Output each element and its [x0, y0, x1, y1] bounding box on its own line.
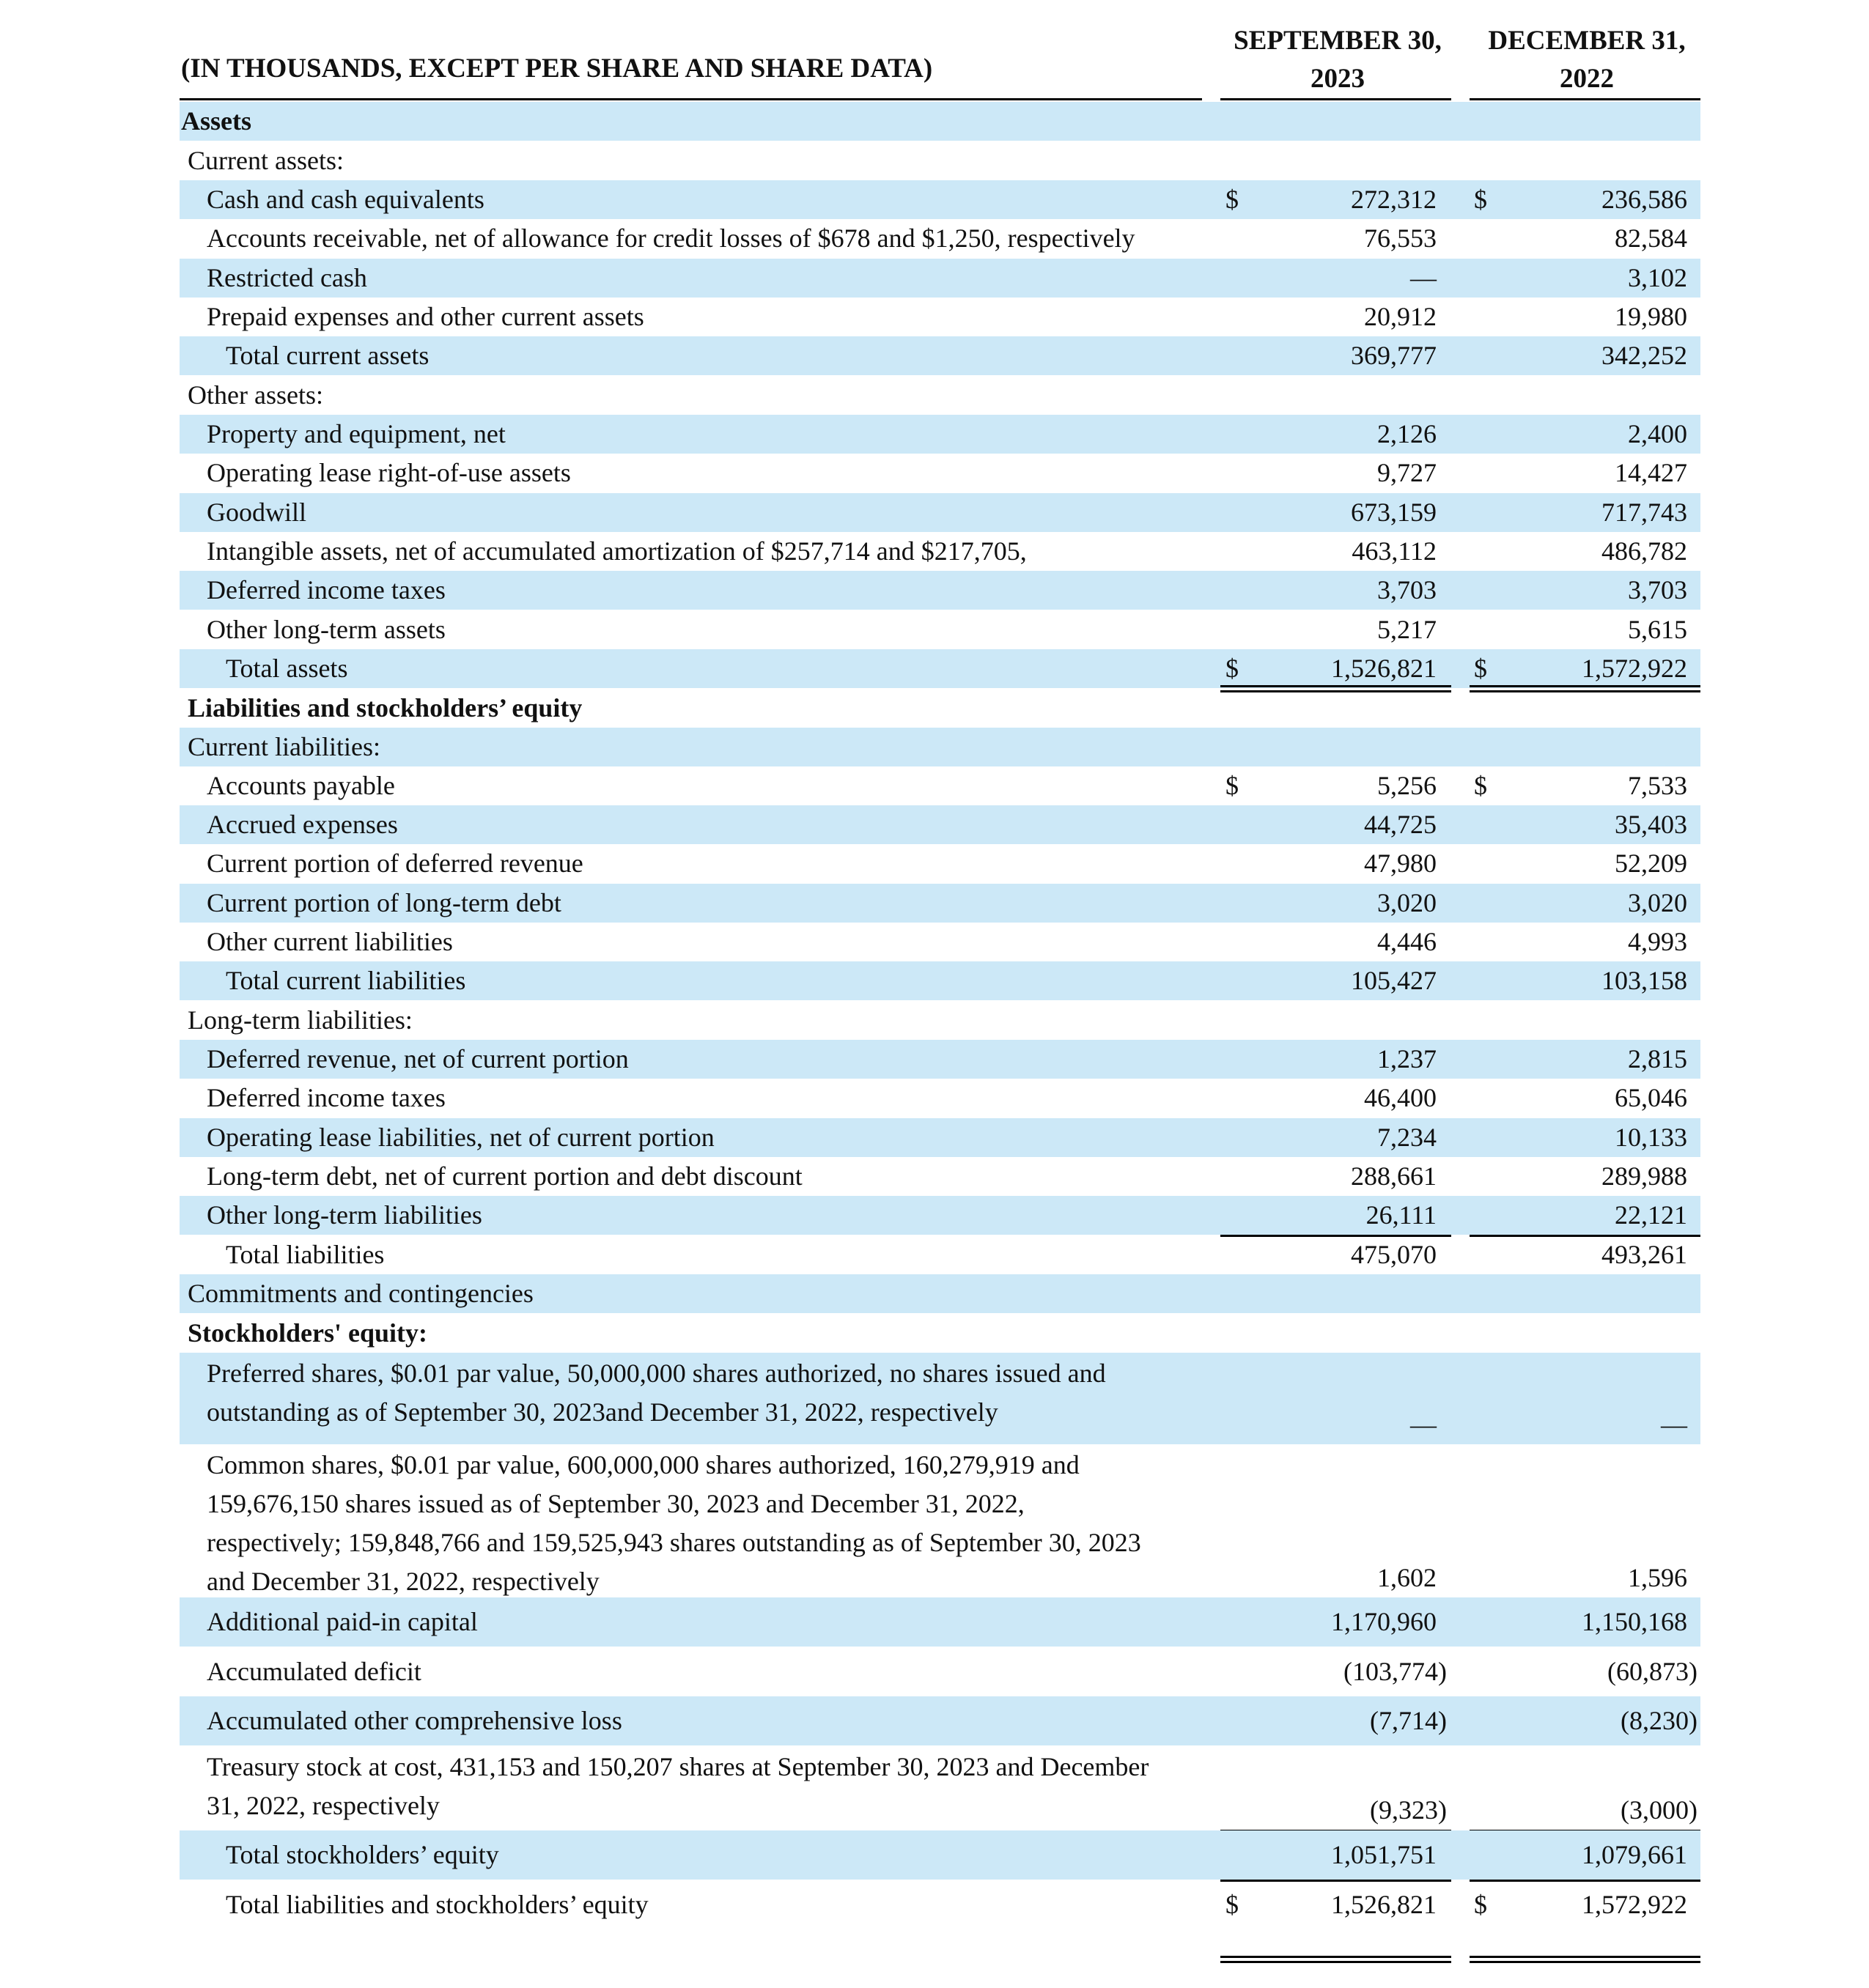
amount-dec-2022: 82,584	[1615, 223, 1687, 253]
line-item-label	[207, 1157, 803, 1196]
amount-sep-2023: 288,661	[1351, 1161, 1437, 1191]
amount-dec-2022: —	[1661, 1410, 1687, 1439]
column-header-dec-2022	[1470, 22, 1704, 98]
line-item-label-line: Intangible assets, net of accumulated amortization of $257,714 and $217,705,	[207, 536, 1027, 566]
amount-dec-2022: 10,133	[1615, 1123, 1687, 1152]
amount-sep-2023: 3,703	[1377, 575, 1437, 605]
line-item-label	[226, 1235, 384, 1274]
line-item-label-line: Current portion of deferred revenue	[207, 849, 583, 878]
amount-dec-2022: 65,046	[1615, 1083, 1687, 1112]
amount-sep-2023: —	[1410, 263, 1437, 292]
line-item-label	[207, 180, 484, 219]
amount-dec-2022: 5,615	[1628, 615, 1687, 644]
amount-dec-2022: 1,150,168	[1582, 1607, 1687, 1636]
line-item-label-line: Deferred income taxes	[207, 1083, 446, 1112]
line-item-label-line: Current liabilities:	[188, 732, 380, 761]
line-item-label	[188, 1001, 413, 1040]
header-rule	[1220, 98, 1451, 100]
amount-sep-2023: 44,725	[1364, 810, 1437, 839]
line-item-label	[207, 298, 644, 336]
line-item-label-line: Assets	[181, 106, 251, 136]
line-item-label-line: Operating lease right-of-use assets	[207, 458, 571, 487]
line-item-label	[188, 1314, 427, 1353]
line-item-label-line: Deferred revenue, net of current portion	[207, 1044, 629, 1074]
line-item-label	[188, 1274, 534, 1313]
units-caption: (IN THOUSANDS, EXCEPT PER SHARE AND SHARE DATA)	[181, 53, 933, 84]
currency-symbol: $	[1474, 1890, 1487, 1919]
amount-sep-2023: 46,400	[1364, 1083, 1437, 1112]
line-item-row	[180, 376, 1700, 415]
amount-sep-2023: 5,217	[1377, 615, 1437, 644]
amount-sep-2023: 47,980	[1364, 849, 1437, 878]
line-item-label-line: Cash and cash equivalents	[207, 185, 484, 214]
amount-sep-2023: 76,553	[1364, 223, 1437, 253]
line-item-label	[188, 141, 344, 180]
currency-symbol: $	[1225, 1890, 1239, 1919]
column-header-line2: 2023	[1310, 64, 1365, 94]
line-item-label-line: Deferred income taxes	[207, 575, 446, 605]
line-item-label-line: Stockholders' equity:	[188, 1318, 428, 1348]
amount-dec-2022: 289,988	[1601, 1161, 1687, 1191]
amount-sep-2023: 463,112	[1352, 536, 1437, 566]
line-item-label-line: Accounts receivable, net of allowance for credit losses of $678 and $1,250, respectively	[207, 223, 1135, 253]
line-item-label-line: Long-term debt, net of current portion and debt discount	[207, 1161, 803, 1191]
amount-dec-2022: 486,782	[1601, 536, 1687, 566]
line-item-label-line: Preferred shares, $0.01 par value, 50,000,000 shares authorized, no shares issued and	[207, 1359, 1106, 1388]
amount-sep-2023: 1,602	[1377, 1563, 1437, 1592]
amount-dec-2022: 717,743	[1601, 498, 1687, 527]
amount-dec-2022: 4,993	[1628, 927, 1687, 956]
amount-dec-2022: 103,158	[1601, 966, 1687, 995]
amount-sep-2023: 20,912	[1364, 302, 1437, 331]
amount-sep-2023: 1,526,821	[1331, 1890, 1437, 1919]
amount-dec-2022: 493,261	[1601, 1240, 1687, 1269]
amount-sep-2023: (9,323)	[1370, 1795, 1447, 1825]
amount-dec-2022: (8,230)	[1621, 1706, 1697, 1735]
line-item-label	[226, 649, 347, 688]
column-header-line2: 2022	[1560, 64, 1614, 94]
line-item-label	[207, 454, 571, 492]
line-item-row	[180, 728, 1700, 766]
line-item-label-line: Other assets:	[188, 380, 323, 410]
line-item-label-line: Total current liabilities	[226, 966, 466, 995]
amount-dec-2022: 14,427	[1615, 458, 1687, 487]
amount-sep-2023: 5,256	[1377, 771, 1437, 800]
line-item-label	[207, 415, 506, 454]
line-item-label-line: respectively; 159,848,766 and 159,525,943 shares outstanding as of September 30, 2023	[207, 1528, 1141, 1557]
line-item-label	[188, 728, 380, 766]
line-item-label-line: Restricted cash	[207, 263, 367, 292]
currency-symbol: $	[1225, 185, 1239, 214]
line-item-label-line: Liabilities and stockholders’ equity	[188, 693, 583, 723]
line-item-label	[207, 1748, 1149, 1825]
line-item-label-line: and December 31, 2022, respectively	[207, 1567, 600, 1596]
line-item-row	[180, 141, 1700, 180]
line-item-label	[207, 1446, 1141, 1601]
amount-dec-2022: 1,572,922	[1582, 1890, 1687, 1919]
amount-sep-2023: (7,714)	[1370, 1706, 1447, 1735]
amount-sep-2023: 1,170,960	[1331, 1607, 1437, 1636]
line-item-label	[207, 610, 446, 649]
amount-sep-2023: (103,774)	[1343, 1657, 1447, 1686]
line-item-label	[207, 1603, 478, 1641]
line-item-label	[226, 336, 429, 375]
line-item-label	[207, 259, 367, 298]
line-item-label	[181, 102, 251, 141]
line-item-row	[180, 102, 1700, 141]
amount-sep-2023: 2,126	[1377, 419, 1437, 448]
line-item-label-line: Operating lease liabilities, net of current portion	[207, 1123, 715, 1152]
amount-sep-2023: 105,427	[1351, 966, 1437, 995]
line-item-label-line: 31, 2022, respectively	[207, 1791, 440, 1820]
header-rule	[180, 98, 1202, 100]
line-item-label	[207, 493, 306, 532]
line-item-label	[207, 1652, 421, 1691]
line-item-label-line: Current assets:	[188, 146, 344, 175]
line-item-label	[207, 1196, 482, 1235]
line-item-label-line: Additional paid-in capital	[207, 1607, 478, 1636]
line-item-label-line: Total liabilities and stockholders’ equity	[226, 1890, 649, 1919]
amount-dec-2022: 236,586	[1601, 185, 1687, 214]
line-item-label-line: Accrued expenses	[207, 810, 398, 839]
amount-sep-2023: 9,727	[1377, 458, 1437, 487]
amount-sep-2023: —	[1410, 1410, 1437, 1439]
amount-dec-2022: 1,079,661	[1582, 1840, 1687, 1869]
line-item-label	[207, 1079, 446, 1117]
line-item-label	[207, 532, 1027, 571]
line-item-label	[207, 1118, 715, 1157]
column-header-line1: DECEMBER 31,	[1488, 26, 1686, 56]
line-item-label-line: Common shares, $0.01 par value, 600,000,000 shares authorized, 160,279,919 and	[207, 1450, 1080, 1479]
line-item-label-line: Other long-term assets	[207, 615, 446, 644]
line-item-label-line: 159,676,150 shares issued as of September 30, 2023 and December 31, 2022,	[207, 1489, 1025, 1518]
amount-sep-2023: 26,111	[1365, 1200, 1437, 1230]
amount-dec-2022: 3,102	[1628, 263, 1687, 292]
line-item-label	[226, 961, 465, 1000]
line-item-label-line: Total liabilities	[226, 1240, 385, 1269]
amount-sep-2023: 475,070	[1351, 1240, 1437, 1269]
line-item-label	[188, 689, 582, 728]
amount-dec-2022: 22,121	[1615, 1200, 1687, 1230]
amount-sep-2023: 369,777	[1351, 341, 1437, 370]
line-item-label-line: Treasury stock at cost, 431,153 and 150,207 shares at September 30, 2023 and December	[207, 1752, 1149, 1781]
currency-symbol: $	[1474, 771, 1487, 800]
amount-dec-2022: 2,400	[1628, 419, 1687, 448]
amount-dec-2022: (3,000)	[1621, 1795, 1697, 1825]
line-item-label-line: Accumulated deficit	[207, 1657, 421, 1686]
line-item-label	[207, 805, 398, 844]
line-item-label-line: Other long-term liabilities	[207, 1200, 482, 1230]
currency-symbol: $	[1474, 654, 1487, 683]
amount-sep-2023: 4,446	[1377, 927, 1437, 956]
line-item-label	[207, 1701, 622, 1740]
amount-sep-2023: 1,051,751	[1331, 1840, 1437, 1869]
amount-sep-2023: 272,312	[1351, 185, 1437, 214]
amount-sep-2023: 1,526,821	[1331, 654, 1437, 683]
line-item-label	[207, 923, 453, 961]
line-item-label	[207, 219, 1135, 258]
amount-dec-2022: 52,209	[1615, 849, 1687, 878]
line-item-label	[226, 1836, 499, 1874]
amount-sep-2023: 3,020	[1377, 888, 1437, 917]
line-item-label	[188, 376, 323, 415]
double-underline	[1470, 1956, 1700, 1963]
line-item-label	[226, 1885, 649, 1924]
currency-symbol: $	[1225, 654, 1239, 683]
line-item-label	[207, 1354, 1106, 1432]
line-item-label-line: Goodwill	[207, 498, 307, 527]
line-item-label-line: Property and equipment, net	[207, 419, 506, 448]
line-item-label-line: Accumulated other comprehensive loss	[207, 1706, 622, 1735]
amount-dec-2022: 7,533	[1628, 771, 1687, 800]
line-item-label	[207, 571, 446, 610]
amount-sep-2023: 7,234	[1377, 1123, 1437, 1152]
amount-dec-2022: 35,403	[1615, 810, 1687, 839]
line-item-label	[207, 884, 561, 923]
line-item-label-line: outstanding as of September 30, 2023and December 31, 2022, respectively	[207, 1397, 998, 1427]
amount-dec-2022: 342,252	[1601, 341, 1687, 370]
column-header-line1: SEPTEMBER 30,	[1234, 26, 1442, 56]
line-item-label-line: Other current liabilities	[207, 927, 453, 956]
line-item-label-line: Prepaid expenses and other current assets	[207, 302, 644, 331]
amount-dec-2022: 19,980	[1615, 302, 1687, 331]
line-item-label-line: Total assets	[226, 654, 348, 683]
line-item-label-line: Current portion of long-term debt	[207, 888, 561, 917]
column-header-sep-2023	[1220, 22, 1455, 98]
line-item-label-line: Commitments and contingencies	[188, 1279, 534, 1308]
amount-dec-2022: 3,020	[1628, 888, 1687, 917]
amount-dec-2022: 3,703	[1628, 575, 1687, 605]
amount-dec-2022: 2,815	[1628, 1044, 1687, 1074]
amount-dec-2022: 1,596	[1628, 1563, 1687, 1592]
line-item-label-line: Long-term liabilities:	[188, 1005, 413, 1035]
line-item-label	[207, 844, 583, 883]
amount-dec-2022: (60,873)	[1607, 1657, 1697, 1686]
amount-dec-2022: 1,572,922	[1582, 654, 1687, 683]
line-item-label-line: Total stockholders’ equity	[226, 1840, 499, 1869]
line-item-label	[207, 1040, 629, 1079]
line-item-label-line: Accounts payable	[207, 771, 395, 800]
currency-symbol: $	[1474, 185, 1487, 214]
header-rule	[1470, 98, 1700, 100]
amount-sep-2023: 673,159	[1351, 498, 1437, 527]
double-underline	[1220, 1956, 1451, 1963]
currency-symbol: $	[1225, 771, 1239, 800]
line-item-label	[207, 766, 395, 805]
amount-sep-2023: 1,237	[1377, 1044, 1437, 1074]
line-item-label-line: Total current assets	[226, 341, 430, 370]
